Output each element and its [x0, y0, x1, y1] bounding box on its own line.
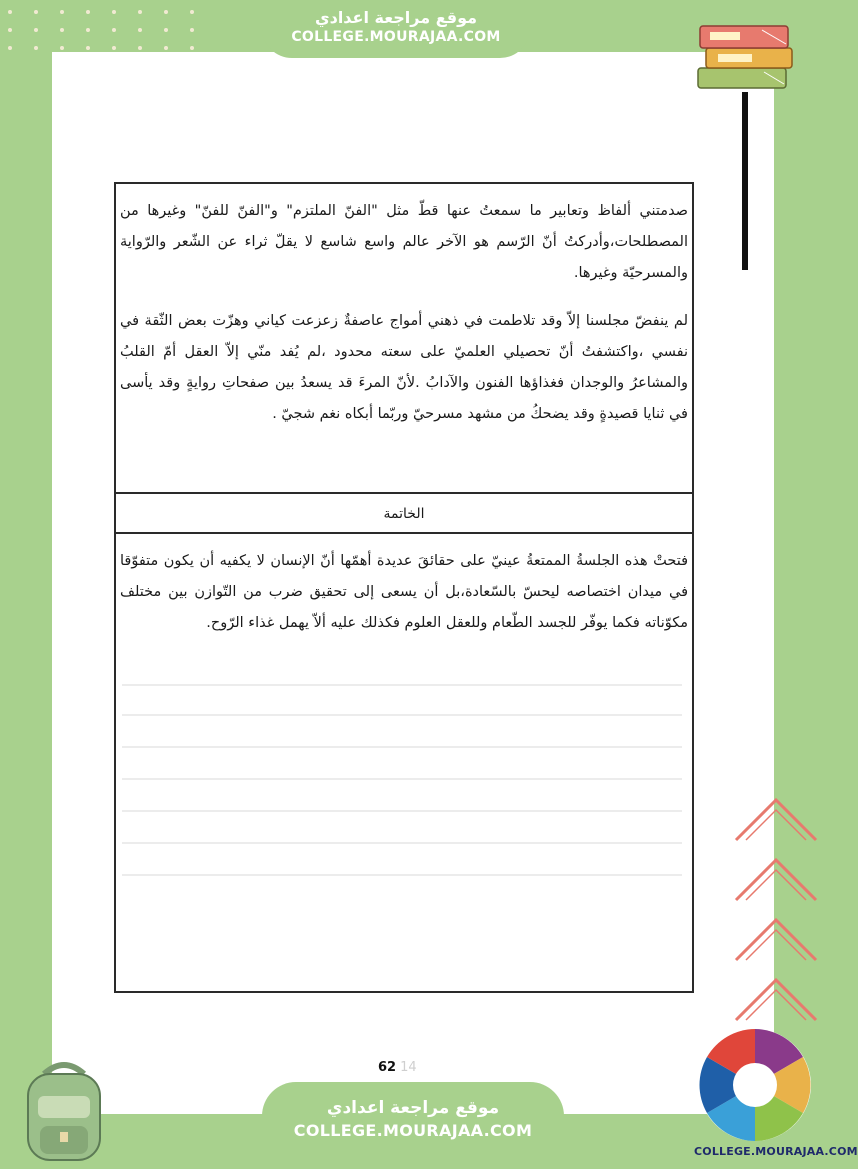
logo-url[interactable]: COLLEGE.MOURAJAA.COM — [694, 1145, 858, 1158]
bleed-through-line — [122, 810, 682, 812]
bleed-through-line — [122, 842, 682, 844]
bleed-through-line — [122, 746, 682, 748]
chevron-up-icons — [730, 790, 826, 1050]
bleed-through-line — [122, 778, 682, 780]
section-divider-top — [116, 492, 692, 494]
bleed-through-line — [122, 714, 682, 716]
site-banner-top[interactable] — [262, 0, 530, 58]
site-name-ar: موقع مراجعة اعدادي — [314, 8, 478, 27]
backpack-icon — [14, 1056, 114, 1164]
bleed-through-line — [122, 684, 682, 686]
section-heading: الخاتمة — [383, 506, 425, 522]
site-url-footer: COLLEGE.MOURAJAA.COM — [293, 1121, 533, 1140]
text-box — [114, 182, 694, 993]
bleed-through-line — [122, 874, 682, 876]
page-number-faint: 14 — [400, 1060, 417, 1075]
paragraph-2: لم ينفضّ مجلسنا إلاّ وقد تلاطمت في ذهني أمواج عاصفةٌ زعزعت كياني وهزّت بعض الثّقة في نفسي ،واكتشفتُ أنّ تحصيلي العلميّ على سعته محدود ،لم يُفد منّي إلاّ العقل أمّ القلبُ والمشاعرُ والوجدان فغذاؤها الفنون والآدابُ .لأنّ المرءَ قد يسعدُ بين صفحاتِ روايةٍ وقد يأسى في ثنايا قصيدةٍ وقد يضحكُ من مشهد مسرحيّ وربّما أبكاه نغم شجيّ . — [120, 313, 688, 422]
section-divider-bottom — [116, 532, 692, 534]
paragraph-1: صدمتني ألفاظ وتعابير ما سمعتُ عنها قطّ مثل "الفنّ الملتزم" و"الفنّ للفنّ" وغيرها من المصطلحات،وأدركتُ أنّ الرّسم هو الآخر عالم واسع شاسع لا يقلّ ثراء عن الشّعر والرّواية والمسرحيّة وغيرها. — [120, 203, 688, 281]
page-number-value: 62 — [378, 1060, 397, 1075]
document-page — [52, 52, 774, 1114]
site-url: COLLEGE.MOURAJAA.COM — [291, 29, 501, 45]
books-icon — [692, 10, 804, 96]
decorative-bar — [742, 92, 748, 270]
site-banner-bottom[interactable] — [262, 1082, 564, 1169]
site-logo-icon — [696, 1026, 814, 1144]
site-name-ar-footer: موقع مراجعة اعدادي — [326, 1098, 500, 1118]
paragraph-3: فتحتْ هذه الجلسةُ الممتعةُ عينيّ على حقائقَ عديدة أهمّها أنّ الإنسان لا يكفيه أن يكون متفوّقا في ميدان اختصاصه ليحسّ بالسّعادة،بل أن يسعى إلى تحقيق ضرب من التّوازن بين مختلف مكوّناته فكما يوفّر للجسد الطّعام وللعقل العلوم فكذلك عليه ألاّ يهمل غذاء الرّوح. — [120, 553, 688, 631]
page-number — [378, 1060, 417, 1075]
